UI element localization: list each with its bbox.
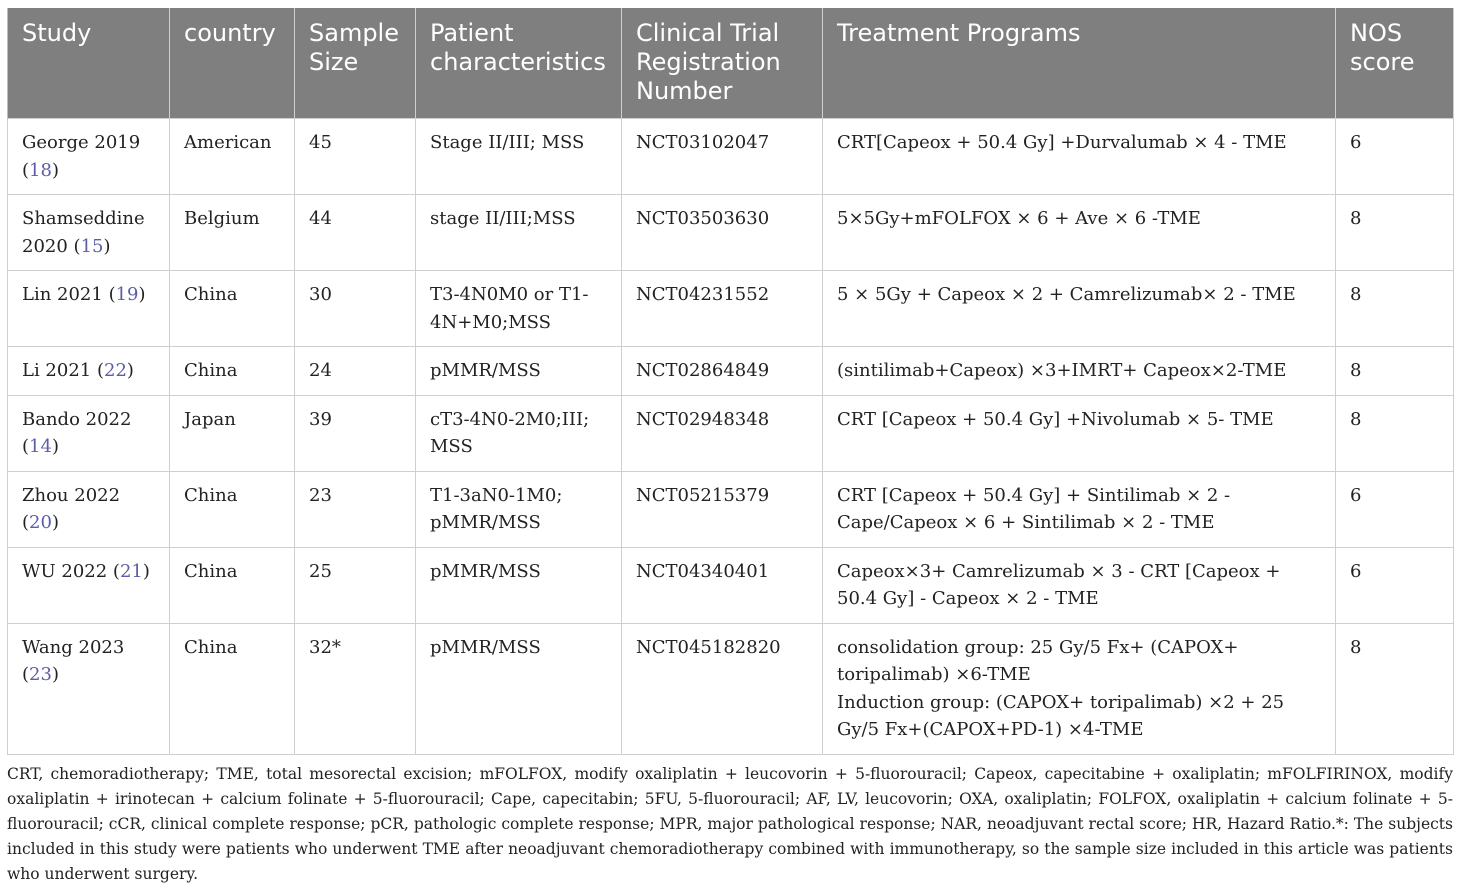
cell-registration-number <box>622 119 823 195</box>
cell-country-text: Belgium <box>184 208 260 229</box>
table-body <box>8 119 1454 755</box>
table-row <box>8 471 1454 547</box>
cell-sample-size <box>295 395 416 471</box>
cell-treatment <box>823 195 1336 271</box>
cell-country <box>170 471 295 547</box>
treatment-line: 5 × 5Gy + Capeox × 2 + Camrelizumab× 2 - TME <box>837 284 1296 305</box>
cell-registration-number-text: NCT045182820 <box>636 636 781 658</box>
citation-link[interactable]: 22 <box>104 360 127 381</box>
cell-nos-score <box>1336 195 1454 271</box>
citation-link[interactable]: 20 <box>29 512 52 533</box>
cell-country-text: China <box>184 360 238 381</box>
cell-registration-number <box>622 271 823 347</box>
treatment-line: Capeox×3+ Camrelizumab × 3 - CRT [Capeox + 50.4 Gy] - Capeox × 2 - TME <box>837 560 1281 609</box>
cell-sample-size-text: 32* <box>309 636 341 658</box>
cell-study: WU 2022 (21) <box>8 547 170 623</box>
cell-registration-number <box>622 395 823 471</box>
study-name: Shamseddine 2020 <box>22 208 145 257</box>
cell-nos-score-text: 8 <box>1350 408 1362 430</box>
cell-nos-score <box>1336 347 1454 396</box>
cell-sample-size <box>295 195 416 271</box>
cell-sample-size <box>295 347 416 396</box>
cell-registration-number-text: NCT05215379 <box>636 484 770 506</box>
header-registration-number: Clinical Trial Registration Number <box>622 8 823 119</box>
header-country: country <box>170 8 295 119</box>
cell-nos-score-text: 8 <box>1350 360 1362 381</box>
cell-sample-size-text: 25 <box>309 560 332 582</box>
cell-treatment <box>823 471 1336 547</box>
cell-nos-score <box>1336 271 1454 347</box>
cell-treatment <box>823 623 1336 754</box>
cell-sample-size-text: 30 <box>309 284 332 305</box>
cell-treatment <box>823 395 1336 471</box>
cell-country <box>170 547 295 623</box>
cell-patient-characteristics <box>416 271 622 347</box>
cell-nos-score <box>1336 119 1454 195</box>
cell-patient-characteristics <box>416 623 622 754</box>
cell-nos-score <box>1336 395 1454 471</box>
cell-treatment <box>823 119 1336 195</box>
cell-sample-size-text: 23 <box>309 484 332 506</box>
header-sample-size: Sample Size <box>295 8 416 119</box>
header-treatment-programs: Treatment Programs <box>823 8 1336 119</box>
cell-nos-score-text: 6 <box>1350 132 1362 153</box>
cell-country-text: China <box>184 484 238 506</box>
cell-patient-characteristics-text: T3-4N0M0 or T1-4N+M0;MSS <box>430 284 589 333</box>
cell-sample-size <box>295 623 416 754</box>
study-name: Li 2021 <box>22 360 92 381</box>
treatment-line: consolidation group: 25 Gy/5 Fx+ (CAPOX+ toripalimab) ×6-TME <box>837 636 1239 685</box>
study-characteristics-table <box>7 8 1454 755</box>
table-row <box>8 119 1454 195</box>
cell-country <box>170 395 295 471</box>
cell-country-text: China <box>184 560 238 582</box>
treatment-line: 5×5Gy+mFOLFOX × 6 + Ave × 6 -TME <box>837 208 1201 229</box>
cell-treatment <box>823 271 1336 347</box>
cell-sample-size-text: 45 <box>309 132 332 153</box>
cell-study: Li 2021 (22) <box>8 347 170 396</box>
table-row <box>8 347 1454 396</box>
cell-patient-characteristics <box>416 195 622 271</box>
cell-registration-number-text: NCT03102047 <box>636 132 770 153</box>
cell-patient-characteristics-text: Stage II/III; MSS <box>430 132 585 153</box>
cell-country-text: Japan <box>184 408 236 430</box>
cell-nos-score-text: 8 <box>1350 284 1362 305</box>
study-name: George 2019 <box>22 132 141 153</box>
cell-patient-characteristics <box>416 347 622 396</box>
cell-registration-number-text: NCT04231552 <box>636 284 770 305</box>
cell-patient-characteristics-text: pMMR/MSS <box>430 560 541 582</box>
cell-study: Shamseddine 2020 (15) <box>8 195 170 271</box>
cell-patient-characteristics-text: pMMR/MSS <box>430 360 541 381</box>
cell-sample-size-text: 39 <box>309 408 332 430</box>
treatment-line: CRT[Capeox + 50.4 Gy] +Durvalumab × 4 - TME <box>837 132 1287 153</box>
cell-treatment <box>823 547 1336 623</box>
cell-country-text: American <box>184 132 272 153</box>
cell-nos-score-text: 8 <box>1350 208 1362 229</box>
cell-nos-score <box>1336 547 1454 623</box>
treatment-line: CRT [Capeox + 50.4 Gy] +Nivolumab × 5- TME <box>837 408 1274 430</box>
cell-study: George 2019 (18) <box>8 119 170 195</box>
cell-nos-score-text: 6 <box>1350 560 1362 582</box>
cell-study: Wang 2023 (23) <box>8 623 170 754</box>
cell-registration-number <box>622 471 823 547</box>
cell-sample-size <box>295 119 416 195</box>
cell-sample-size <box>295 271 416 347</box>
cell-sample-size-text: 24 <box>309 360 332 381</box>
cell-registration-number <box>622 347 823 396</box>
citation-link[interactable]: 14 <box>29 436 52 457</box>
study-name: Lin 2021 <box>22 284 103 305</box>
cell-study: Zhou 2022 (20) <box>8 471 170 547</box>
header-study: Study <box>8 8 170 119</box>
cell-patient-characteristics <box>416 119 622 195</box>
study-table-container <box>7 8 1453 755</box>
cell-nos-score-text: 6 <box>1350 484 1362 506</box>
cell-country-text: China <box>184 636 238 658</box>
citation-link[interactable]: 19 <box>115 284 139 305</box>
cell-sample-size-text: 44 <box>309 208 332 229</box>
study-name: Zhou 2022 <box>22 484 121 506</box>
cell-country <box>170 271 295 347</box>
cell-patient-characteristics-text: cT3-4N0-2M0;III; MSS <box>430 408 590 457</box>
cell-patient-characteristics-text: stage II/III;MSS <box>430 208 576 229</box>
cell-study: Lin 2021 (19) <box>8 271 170 347</box>
cell-registration-number <box>622 195 823 271</box>
study-name: WU 2022 <box>22 560 108 582</box>
citation-link[interactable]: 15 <box>80 235 104 257</box>
table-footnote: CRT, chemoradiotherapy; TME, total mesorectal excision; mFOLFOX, modify oxaliplatin + leucovorin + 5-fluorouracil; Capeox, capecitabine + oxaliplatin; mFOLFIRINOX, modify oxaliplatin + irinotecan + calcium folinate + 5-fluorouracil; Cape, capecitabin; 5FU, 5-fluorouracil; AF, LV, leucovorin; OXA, oxaliplatin; FOLFOX, oxaliplatin + calcium folinate + 5-fluorouracil; cCR, clinical complete response; pCR, pathologic complete response; MPR, major pathological response; NAR, neoadjuvant rectal score; HR, Hazard Ratio.*: The subjects included in this study were patients who underwent TME after neoadjuvant chemoradiotherapy combined with immunotherapy, so the sample size included in this article was patients who underwent surgery. <box>7 765 1453 883</box>
study-name: Bando 2022 <box>22 408 132 430</box>
cell-patient-characteristics-text: pMMR/MSS <box>430 636 541 658</box>
cell-nos-score <box>1336 623 1454 754</box>
cell-sample-size <box>295 547 416 623</box>
cell-country <box>170 347 295 396</box>
cell-patient-characteristics <box>416 471 622 547</box>
table-row <box>8 623 1454 754</box>
citation-link[interactable]: 21 <box>119 560 143 582</box>
table-row <box>8 271 1454 347</box>
table-row <box>8 195 1454 271</box>
cell-nos-score-text: 8 <box>1350 636 1362 658</box>
table-row <box>8 547 1454 623</box>
citation-link[interactable]: 18 <box>29 159 52 181</box>
cell-registration-number-text: NCT02864849 <box>636 360 770 381</box>
cell-country <box>170 195 295 271</box>
header-nos-score: NOS score <box>1336 8 1454 119</box>
treatment-line: Induction group: (CAPOX+ toripalimab) ×2 + 25 Gy/5 Fx+(CAPOX+PD-1) ×4-TME <box>837 691 1285 740</box>
cell-sample-size <box>295 471 416 547</box>
cell-treatment <box>823 347 1336 396</box>
cell-registration-number-text: NCT02948348 <box>636 408 770 430</box>
cell-registration-number <box>622 547 823 623</box>
cell-country-text: China <box>184 284 238 305</box>
table-header-row <box>8 8 1454 119</box>
citation-link[interactable]: 23 <box>29 664 52 685</box>
cell-registration-number-text: NCT03503630 <box>636 208 770 229</box>
table-row <box>8 395 1454 471</box>
cell-country <box>170 119 295 195</box>
treatment-line: (sintilimab+Capeox) ×3+IMRT+ Capeox×2-TME <box>837 360 1287 381</box>
cell-registration-number-text: NCT04340401 <box>636 560 770 582</box>
cell-nos-score <box>1336 471 1454 547</box>
cell-registration-number <box>622 623 823 754</box>
study-name: Wang 2023 <box>22 636 125 658</box>
cell-patient-characteristics <box>416 395 622 471</box>
cell-patient-characteristics-text: T1-3aN0-1M0; pMMR/MSS <box>430 484 563 533</box>
treatment-line: CRT [Capeox + 50.4 Gy] + Sintilimab × 2 - Cape/Capeox × 6 + Sintilimab × 2 - TME <box>837 484 1231 533</box>
cell-country <box>170 623 295 754</box>
cell-patient-characteristics <box>416 547 622 623</box>
header-patient-characteristics: Patient characteristics <box>416 8 622 119</box>
cell-study: Bando 2022 (14) <box>8 395 170 471</box>
